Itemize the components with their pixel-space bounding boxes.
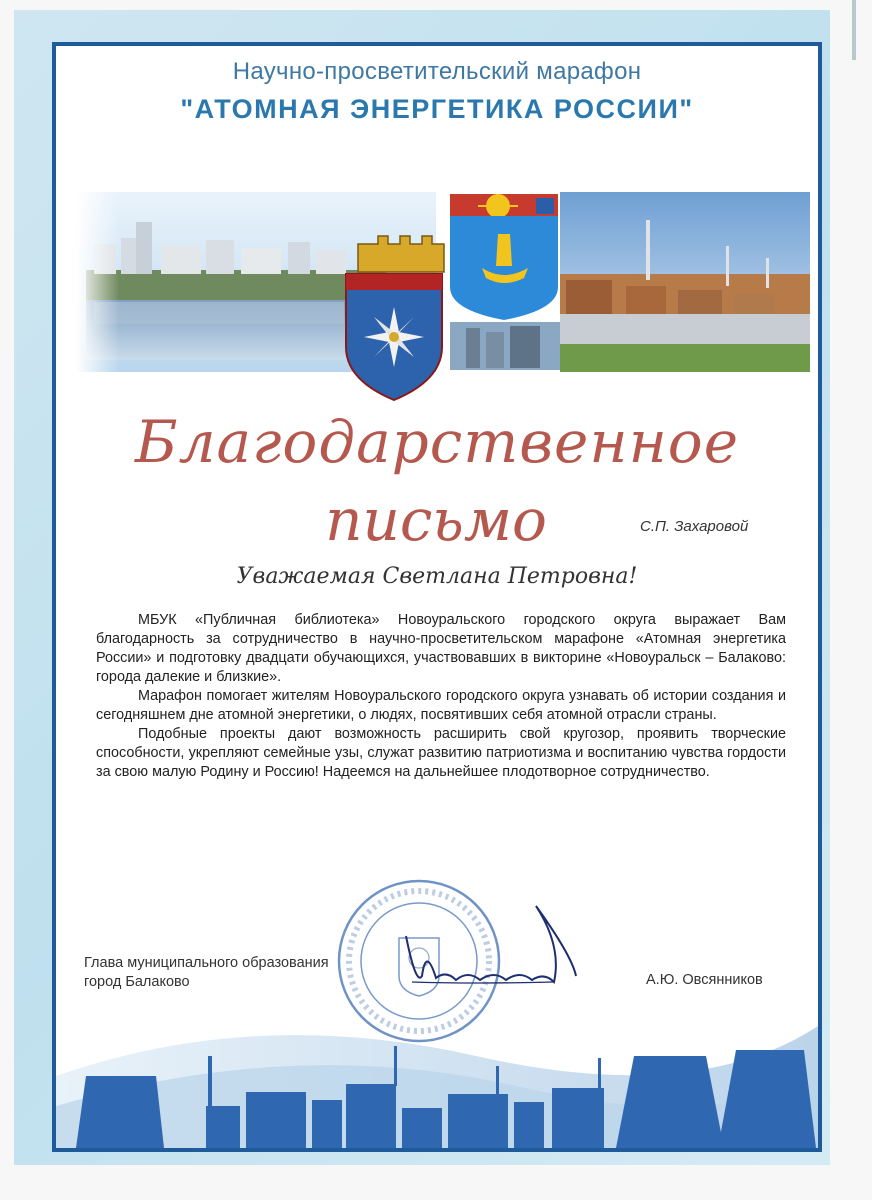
power-plant-photo	[560, 192, 810, 372]
body-paragraph: Подобные проекты дают возможность расширить свой кругозор, проявить творческие способности, укрепляют семейные узы, служат развитию патриотизма и воспитанию чувства гордости за свою малую Родину и Россию! Надеемся на дальнейшее плодотворное сотрудничество.	[96, 726, 786, 780]
certificate-frame	[52, 42, 822, 1152]
body-paragraph: Марафон помогает жителям Новоуральского городского округа узнавать об истории создания и сегодняшнем дне атомной энергетики, о людях, посвятивших себя атомной отрасли страны.	[96, 688, 786, 723]
scan-edge-mark	[852, 0, 856, 60]
recipient-name: С.П. Захаровой	[640, 518, 749, 535]
certificate-title-line2: письмо	[325, 486, 547, 554]
body-paragraph: МБУК «Публичная библиотека» Новоуральского городского округа выражает Вам благодарность за сотрудничество в научно-просветительском марафоне «Атомная энергетика России» и подготовку двадцати обучающихся, участвовавших в викторине «Новоуральск – Балаково: города далекие и близкие».	[96, 612, 786, 685]
signatory-position	[84, 954, 329, 992]
novouralsk-coat-of-arms	[346, 236, 444, 400]
handwritten-signature	[376, 886, 586, 996]
marathon-subtitle: Научно-просветительский марафон	[232, 58, 642, 85]
outer-border	[14, 10, 830, 1165]
signatory-name: А.Ю. Овсянников	[646, 972, 763, 988]
signatory-position-line2: город Балаково	[84, 974, 190, 990]
marathon-title: "АТОМНАЯ ЭНЕРГЕТИКА РОССИИ"	[180, 94, 694, 124]
balakovo-coat-of-arms	[450, 194, 560, 370]
certificate-title-line1: Благодарственное	[134, 408, 740, 476]
banner-illustration	[66, 162, 822, 422]
signatory-position-line1: Глава муниципального образования	[84, 955, 329, 971]
letter-body	[96, 611, 786, 782]
salutation: Уважаемая Светлана Петровна!	[236, 564, 638, 589]
